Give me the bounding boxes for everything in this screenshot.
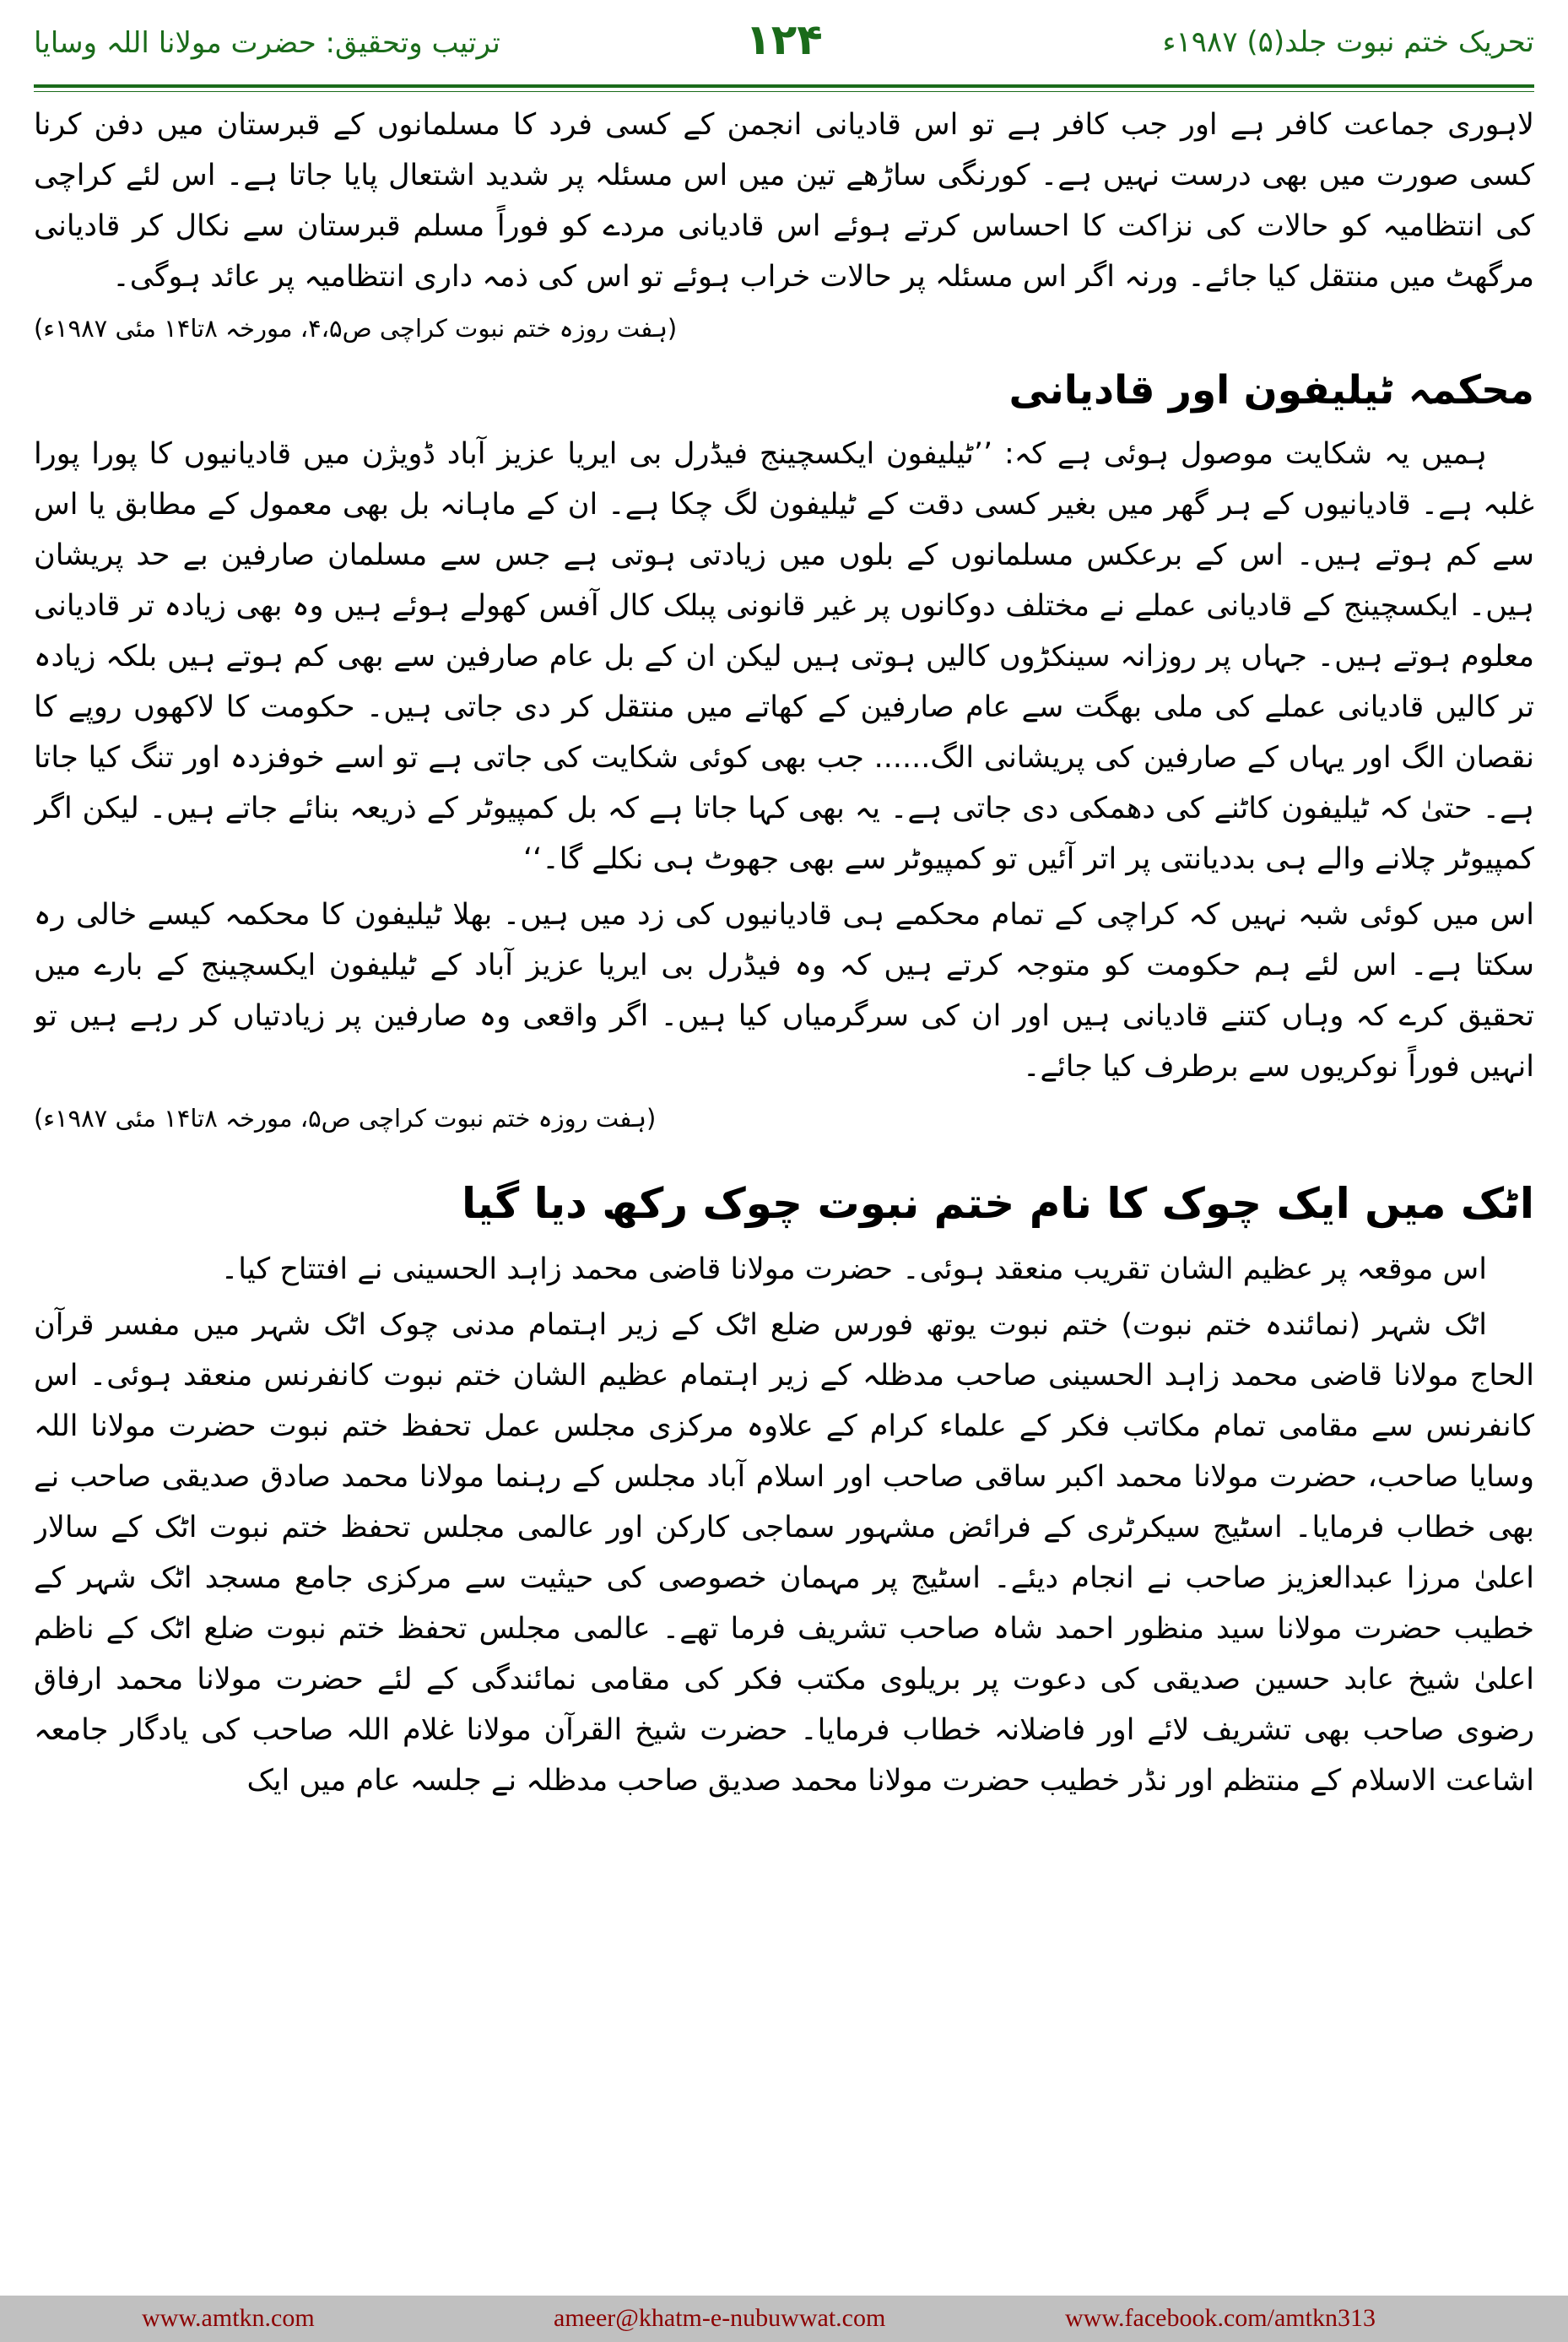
section2-citation: (ہفت روزہ ختم نبوت کراچی ص۵، مورخہ ۸تا۱۴ مئی ۱۹۸۷ء) xyxy=(34,1104,657,1133)
section3-lead: اس موقعہ پر عظیم الشان تقریب منعقد ہوئی۔ حضرت مولانا قاضی محمد زاہد الحسینی نے افتتاح کیا۔ xyxy=(220,1252,1487,1286)
page-body xyxy=(34,100,1534,2277)
website-link[interactable]: www.amtkn.com xyxy=(142,2304,315,2332)
section2-heading: محکمہ ٹیلیفون اور قادیانی xyxy=(1008,367,1534,414)
section3-heading: اٹک میں ایک چوک کا نام ختم نبوت چوک رکھ دیا گیا xyxy=(461,1179,1534,1228)
section1-citation: (ہفت روزہ ختم نبوت کراچی ص۴،۵، مورخہ ۸تا۱۴ مئی ۱۹۸۷ء) xyxy=(34,314,678,343)
page-number: ۱۲۴ xyxy=(745,15,823,64)
facebook-link[interactable]: www.facebook.com/amtkn313 xyxy=(1065,2304,1376,2332)
email-link[interactable]: ameer@khatm-e-nubuwwat.com xyxy=(554,2304,886,2332)
compiler-credit: ترتیب وتحقیق: حضرت مولانا اللہ وسایا xyxy=(34,26,500,60)
book-title: تحریک ختم نبوت جلد(۵) ۱۹۸۷ء xyxy=(1162,25,1534,59)
page-footer xyxy=(0,2296,1568,2342)
section1-paragraph: لاہوری جماعت کافر ہے اور جب کافر ہے تو اس قادیانی انجمن کے کسی فرد کا مسلمانوں کے قبرستان میں دفن کرنا کسی صورت میں بھی درست نہیں ہے۔ کورنگی ساڑھے تین میں اس مسئلہ پر شدید اشتعال پایا جاتا ہے۔ اس لئے کراچی کی انتظامیہ کو حالات کی نزاکت کا احساس کرتے ہوئے اس قادیانی مردے کو فوراً مسلم قبرستان سے نکال کر قادیانی مرگھٹ میں منتقل کیا جائے۔ ورنہ اگر اس مسئلہ پر حالات خراب ہوئے تو اس کی ذمہ داری انتظامیہ پر عائد ہوگی۔ xyxy=(34,108,1534,294)
header-rule-thin xyxy=(34,91,1534,92)
header-rule xyxy=(34,84,1534,88)
page-header xyxy=(0,0,1568,84)
section3-paragraph: اٹک شہر (نمائندہ ختم نبوت) ختم نبوت یوتھ فورس ضلع اٹک کے زیر اہتمام مدنی چوک اٹک شہر میں مفسر قرآن الحاج مولانا قاضی محمد زاہد الحسینی صاحب مدظلہ کے زیر اہتمام عظیم الشان ختم نبوت کانفرنس منعقد ہوئی۔ اس کانفرنس سے مقامی تمام مکاتب فکر کے علماء کرام کے علاوہ مرکزی مجلس عمل تحفظ ختم نبوت حضرت مولانا اللہ وسایا صاحب، حضرت مولانا محمد اکبر ساقی صاحب اور اسلام آباد مجلس کے رہنما مولانا محمد صادق صدیقی صاحب نے بھی خطاب فرمایا۔ اسٹیج سیکرٹری کے فرائض مشہور سماجی کارکن اور عالمی مجلس تحفظ ختم نبوت اٹک کے سالار اعلیٰ مرزا عبدالعزیز صاحب نے انجام دیئے۔ اسٹیج پر مہمان خصوصی کی حیثیت سے مرکزی جامع مسجد اٹک شہر کے خطیب حضرت مولانا سید منظور احمد شاہ صاحب تشریف فرما تھے۔ عالمی مجلس تحفظ ختم نبوت ضلع اٹک کے ناظم اعلیٰ شیخ عابد حسین صدیقی کی دعوت پر بریلوی مکتب فکر کی مقامی نمائندگی کے لئے حضرت مولانا محمد ارفاق رضوی صاحب بھی تشریف لائے اور فاضلانہ خطاب فرمایا۔ حضرت شیخ القرآن مولانا غلام اللہ صاحب کی یادگار جامعہ اشاعت الاسلام کے منتظم اور نڈر خطیب حضرت مولانا محمد صدیق صاحب مدظلہ نے جلسہ عام میں ایک xyxy=(34,1308,1534,1798)
section2-paragraph2: اس میں کوئی شبہ نہیں کہ کراچی کے تمام محکمے ہی قادیانیوں کی زد میں ہیں۔ بھلا ٹیلیفون کا محکمہ کیسے خالی رہ سکتا ہے۔ اس لئے ہم حکومت کو متوجہ کرتے ہیں کہ وہ فیڈرل بی ایریا عزیز آباد کے ٹیلیفون ایکسچینج کے بارے میں تحقیق کرے کہ وہاں کتنے قادیانی ہیں اور ان کی سرگرمیاں کیا ہیں۔ اگر واقعی وہ صارفین پر زیادتیاں کر رہے ہیں تو انہیں فوراً نوکریوں سے برطرف کیا جائے۔ xyxy=(34,898,1534,1084)
section2-paragraph1: ہمیں یہ شکایت موصول ہوئی ہے کہ: ’’ٹیلیفون ایکسچینج فیڈرل بی ایریا عزیز آباد ڈویژن میں قادیانیوں کا پورا پورا غلبہ ہے۔ قادیانیوں کے ہر گھر میں بغیر کسی دقت کے ٹیلیفون لگ چکا ہے۔ ان کے ماہانہ بل بھی معمول کے مطابق یا اس سے کم ہوتے ہیں۔ اس کے برعکس مسلمانوں کے بلوں میں زیادتی ہوتی ہے جس سے مسلمان صارفین بے حد پریشان ہیں۔ ایکسچینج کے قادیانی عملے نے مختلف دوکانوں پر غیر قانونی پبلک کال آفس کھولے ہوئے ہیں وہ بھی زیادہ تر قادیانی معلوم ہوتے ہیں۔ جہاں پر روزانہ سینکڑوں کالیں ہوتی ہیں لیکن ان کے بل عام صارفین سے بھی کم ہوتے ہیں بلکہ زیادہ تر کالیں قادیانی عملے کی ملی بھگت سے عام صارفین کے کھاتے میں منتقل کر دی جاتی ہیں۔ حکومت کا لاکھوں روپے کا نقصان الگ اور یہاں کے صارفین کی پریشانی الگ...... جب بھی کوئی شکایت کی جاتی ہے تو اسے خوفزدہ اور تنگ کیا جاتا ہے۔ حتیٰ کہ ٹیلیفون کاٹنے کی دھمکی دی جاتی ہے۔ یہ بھی کہا جاتا ہے کہ بل کمپیوٹر کے ذریعہ بنائے جاتے ہیں۔ لیکن اگر کمپیوٹر چلانے والے ہی بددیانتی پر اتر آئیں تو کمپیوٹر سے بھی جھوٹ ہی نکلے گا۔‘‘ xyxy=(34,437,1534,876)
